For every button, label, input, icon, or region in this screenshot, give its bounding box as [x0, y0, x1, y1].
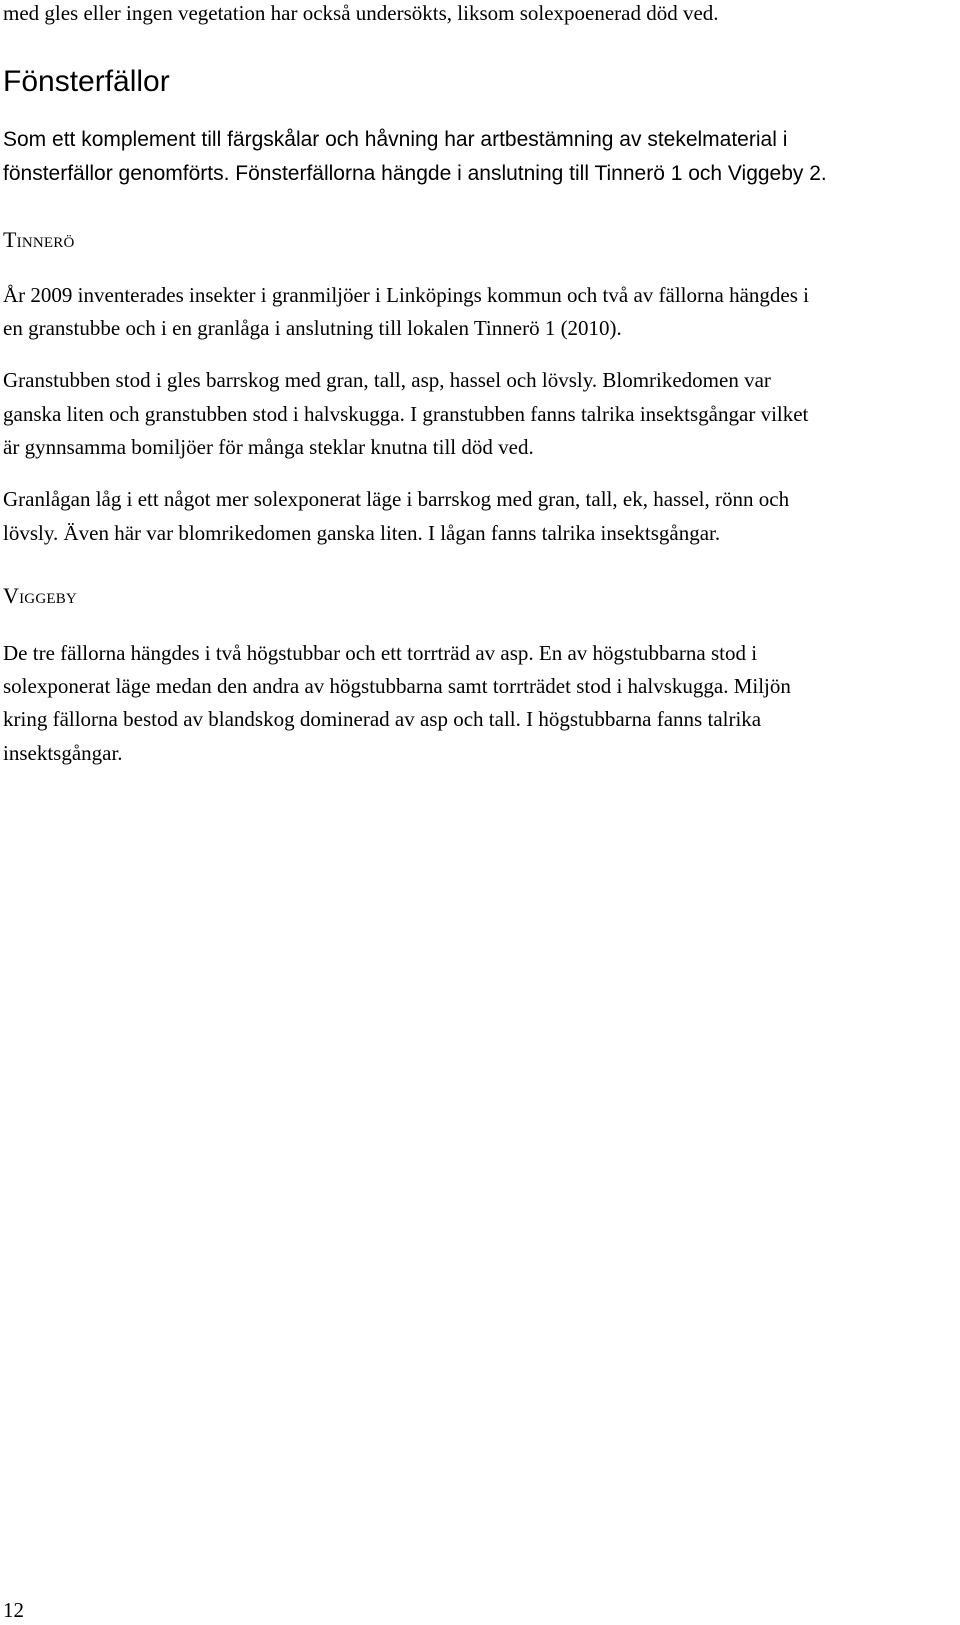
viggeby-p1-line-4: insektsgångar.: [3, 741, 123, 765]
paragraph-line-top: med gles eller ingen vegetation har också undersökts, liksom solexpoenerad död ved.: [3, 1, 719, 25]
section-heading-fonsterfallor: Fönsterfällor: [3, 65, 170, 98]
subheading-viggeby: Viggeby: [3, 583, 77, 608]
tinnero-p2-line-3: är gynnsamma bomiljöer för många steklar knutna till död ved.: [3, 435, 534, 459]
tinnero-p1-line-1: År 2009 inventerades insekter i granmiljöer i Linköpings kommun och två av fällorna hängdes i: [3, 283, 809, 307]
intro-line-2: fönsterfällor genomförts. Fönsterfällorna hängde i anslutning till Tinnerö 1 och Viggeby 2.: [3, 162, 827, 185]
viggeby-p1-line-3: kring fällorna bestod av blandskog dominerad av asp och tall. I högstubbarna fanns talrika: [3, 707, 762, 731]
tinnero-p3-line-2: lövsly. Även här var blomrikedomen ganska liten. I lågan fanns talrika insektsgångar.: [3, 521, 721, 545]
subheading-tinnero: Tinnerö: [3, 227, 75, 252]
viggeby-p1-line-2: solexponerat läge medan den andra av högstubbarna samt torrträdet stod i halvskugga. Miljön: [3, 674, 791, 698]
tinnero-p2-line-1: Granstubben stod i gles barrskog med gran, tall, asp, hassel och lövsly. Blomrikedomen var: [3, 368, 771, 392]
page-number: 12: [3, 1598, 24, 1622]
intro-line-1: Som ett komplement till färgskålar och håvning har artbestämning av stekelmaterial i: [3, 128, 788, 151]
tinnero-p3-line-1: Granlågan låg i ett något mer solexponerat läge i barrskog med gran, tall, ek, hassel, rönn och: [3, 487, 790, 511]
tinnero-p1-line-2: en granstubbe och i en granlåga i anslutning till lokalen Tinnerö 1 (2010).: [3, 316, 622, 340]
viggeby-p1-line-1: De tre fällorna hängdes i två högstubbar och ett torrträd av asp. En av högstubbarna stod i: [3, 641, 758, 665]
tinnero-p2-line-2: ganska liten och granstubben stod i halvskugga. I granstubben fanns talrika insektsgångar vilket: [3, 402, 809, 426]
